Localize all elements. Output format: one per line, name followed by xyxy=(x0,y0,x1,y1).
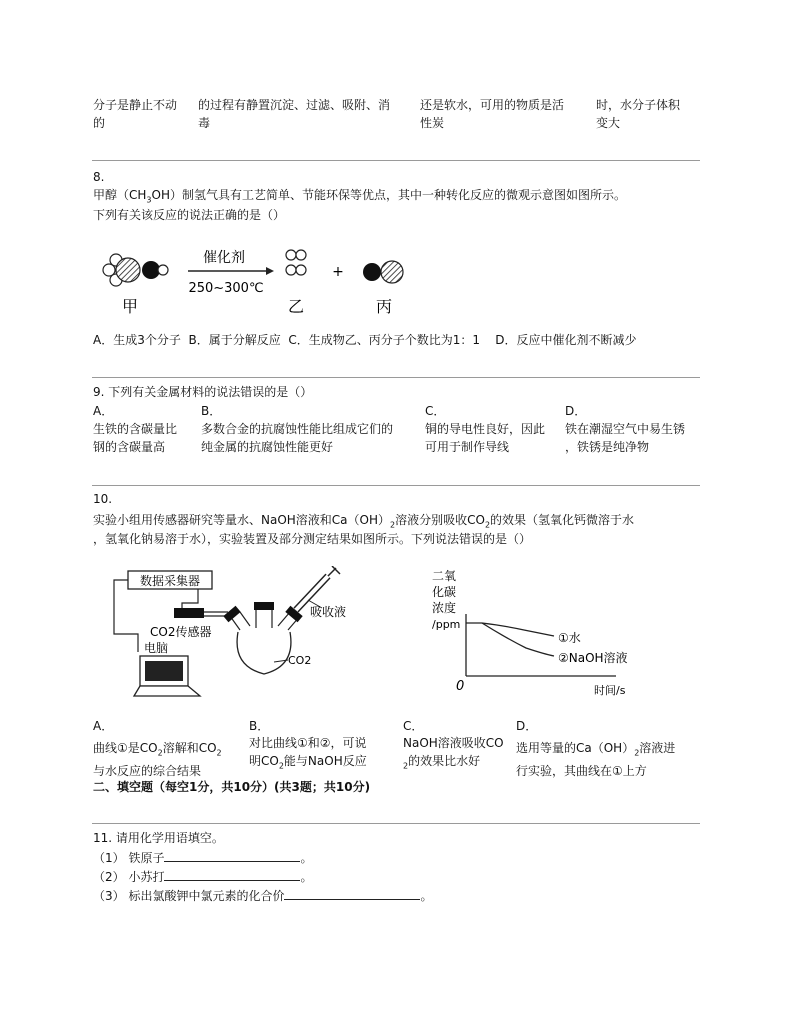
y-axis-label: 化碳 xyxy=(432,585,457,599)
q8-number: 8. xyxy=(93,170,105,184)
text: 行实验，其曲线在①上方 xyxy=(516,764,647,779)
divider xyxy=(92,485,700,486)
hydrogen-molecules xyxy=(286,250,306,275)
text: 实验小组用传感器研究等量水、NaOH溶液和Ca（OH） xyxy=(93,513,391,527)
text: 明CO xyxy=(249,754,279,768)
q10-number: 10. xyxy=(93,492,113,506)
text: ，铁锈是纯净物 xyxy=(565,440,650,454)
q9-option-d[interactable] xyxy=(565,402,701,456)
y-axis-label: 浓度 xyxy=(432,601,457,615)
text: 分子是静止不动 xyxy=(93,98,178,112)
answer-blank[interactable] xyxy=(164,867,300,881)
q10-option-d[interactable] xyxy=(516,717,702,780)
option-text xyxy=(403,752,515,775)
flask-neck-middle xyxy=(256,608,272,628)
temperature-label: 250~300℃ xyxy=(188,281,264,296)
text: 甲醇（CH xyxy=(93,188,147,202)
q11-stem: 11. 请用化学用语填空。 xyxy=(93,831,224,845)
laptop-base xyxy=(134,686,200,696)
answer-blank[interactable] xyxy=(284,886,420,900)
x-axis-label: 时间/s xyxy=(594,684,626,697)
text: 溶液进 xyxy=(639,741,676,755)
option-key: A． xyxy=(93,719,114,733)
text: 还是软水，可用的物质是活 xyxy=(420,98,565,112)
text: （2） 小苏打 xyxy=(93,870,165,884)
catalyst-label: 催化剂 xyxy=(203,250,245,266)
subscript: 3 xyxy=(146,195,152,205)
q11-part-3 xyxy=(93,886,432,905)
flask-body xyxy=(237,632,291,674)
text: 。 xyxy=(300,870,313,884)
q11-part-1 xyxy=(93,848,312,867)
q10-option-b[interactable] xyxy=(249,717,399,775)
q10-option-c[interactable] xyxy=(403,717,515,775)
text: 毒 xyxy=(198,116,211,130)
text: 纯金属的抗腐蚀性能更好 xyxy=(201,440,334,454)
q8-options: A．生成3个分子 B．属于分解反应 C．生成物乙、丙分子个数比为1：1 D．反应中催化剂不断减少 xyxy=(93,333,637,347)
subscript: 2 xyxy=(157,748,163,758)
origin-label: 0 xyxy=(456,679,465,694)
computer-label: 电脑 xyxy=(144,641,169,655)
prev-option-c xyxy=(420,96,590,132)
text: 钢的含碳量高 xyxy=(93,440,166,454)
option-text xyxy=(93,739,249,762)
q10-stem-line2: ，氢氧化钠易溶于水），实验装置及部分测定结果如图所示。下列说法错误的是（） xyxy=(93,532,532,546)
option-key: D． xyxy=(565,404,587,418)
text: （1） 铁原子 xyxy=(93,851,165,865)
subscript: 2 xyxy=(278,761,284,771)
divider xyxy=(92,377,700,378)
text: 铁在潮湿空气中易生锈 xyxy=(565,422,686,436)
option-key: A． xyxy=(93,404,114,418)
absorbent-label: 吸收液 xyxy=(310,605,347,619)
prev-option-d xyxy=(596,96,700,132)
subscript: 2 xyxy=(216,748,222,758)
q9-option-c[interactable] xyxy=(425,402,563,456)
q8-stem-line2: 下列有关该反应的说法正确的是（） xyxy=(93,208,286,222)
text: 性炭 xyxy=(420,116,445,130)
option-key: B． xyxy=(249,719,270,733)
sensor-label: CO2传感器 xyxy=(150,625,212,639)
q10-option-a[interactable] xyxy=(93,717,249,780)
subscript: 2 xyxy=(390,520,396,530)
divider xyxy=(92,160,700,161)
text: 的效果（氢氧化钙微溶于水 xyxy=(490,513,635,527)
text: 的 xyxy=(93,116,106,130)
option-key: C． xyxy=(403,719,424,733)
text: 与水反应的综合结果 xyxy=(93,764,202,779)
co2-sensor xyxy=(174,608,204,618)
option-text xyxy=(249,752,399,775)
curve-water xyxy=(466,623,554,636)
subscript: 2 xyxy=(403,761,409,771)
curve-naoh xyxy=(482,623,554,656)
sensor-cable xyxy=(182,589,198,610)
option-text xyxy=(516,739,702,762)
stopper-middle xyxy=(254,602,274,610)
apparatus-diagram xyxy=(104,566,382,702)
text: 曲线①是CO xyxy=(93,741,158,755)
text: OH）制氢气具有工艺简单、节能环保等优点，其中一种转化反应的微观示意图如图所示。 xyxy=(151,188,626,202)
q9-stem: 9. 下列有关金属材料的说法错误的是（） xyxy=(93,385,313,399)
arrow-head xyxy=(266,267,274,275)
reaction-diagram xyxy=(96,242,416,318)
text: 溶解和CO xyxy=(162,741,217,755)
text: 铜的导电性良好，因此 xyxy=(425,422,546,436)
text: NaOH溶液吸收CO xyxy=(403,736,504,750)
text: 变大 xyxy=(596,116,621,130)
text: 。 xyxy=(300,851,313,865)
text: 可用于制作导线 xyxy=(425,440,510,454)
text: 的过程有静置沉淀、过滤、吸附、消 xyxy=(198,98,391,112)
subscript: 2 xyxy=(634,748,640,758)
co-molecule xyxy=(363,261,403,283)
text: 。 xyxy=(420,889,433,903)
answer-blank[interactable] xyxy=(164,848,300,862)
label-yi: 乙 xyxy=(287,297,305,316)
text: 时，水分子体积 xyxy=(596,98,681,112)
section-heading: 二、填空题（每空1分，共10分）(共3题；共10分) xyxy=(93,780,371,794)
text: 溶液分别吸收CO xyxy=(395,513,485,527)
y-axis-label: /ppm xyxy=(432,618,461,631)
curve-naoh-label: ②NaOH溶液 xyxy=(558,651,628,665)
prev-option-a xyxy=(93,96,193,132)
syringe xyxy=(296,566,340,610)
option-key: B． xyxy=(201,404,222,418)
label-bing: 丙 xyxy=(375,297,393,316)
text: 的效果比水好 xyxy=(408,754,481,768)
option-key: D． xyxy=(516,719,538,733)
cable xyxy=(114,580,138,652)
text: （3） 标出氯酸钾中氯元素的化合价 xyxy=(93,889,285,903)
laptop-display xyxy=(145,661,183,681)
gas-label: CO2 xyxy=(288,654,312,667)
text: 生铁的含碳量比 xyxy=(93,422,178,436)
co2-concentration-graph xyxy=(426,566,656,702)
label-jia: 甲 xyxy=(121,297,139,316)
q9-option-b[interactable] xyxy=(201,402,423,456)
curve-water-label: ①水 xyxy=(558,631,581,645)
plus-sign: + xyxy=(332,264,344,280)
q9-option-a[interactable] xyxy=(93,402,198,456)
text: 对比曲线①和②，可说 xyxy=(249,736,367,750)
subscript: 2 xyxy=(484,520,491,530)
prev-option-b xyxy=(198,96,418,132)
text: 多数合金的抗腐蚀性能比组成它们的 xyxy=(201,422,394,436)
option-key: C． xyxy=(425,404,446,418)
y-axis-label: 二氧 xyxy=(432,569,457,583)
divider xyxy=(92,823,700,824)
text: 能与NaOH反应 xyxy=(283,754,367,768)
methanol-molecule xyxy=(103,254,168,286)
text: 选用等量的Ca（OH） xyxy=(516,741,635,755)
q11-part-2 xyxy=(93,867,312,886)
collector-label: 数据采集器 xyxy=(139,574,201,588)
